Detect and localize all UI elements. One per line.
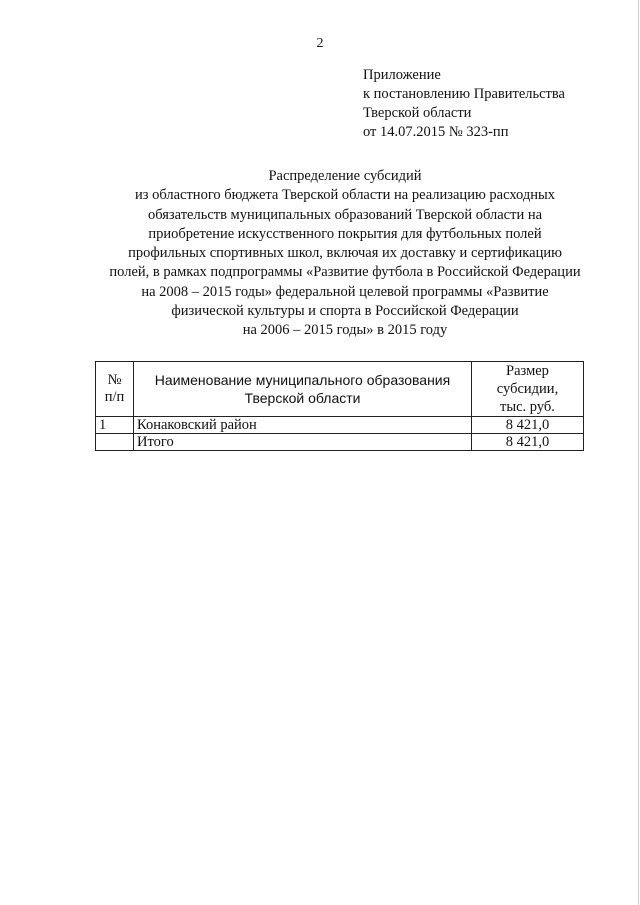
row-num-cell: 1 bbox=[96, 417, 134, 434]
appendix-block bbox=[363, 66, 565, 142]
title-line: полей, в рамках подпрограммы «Развитие футбола в Российской Федерации bbox=[109, 264, 581, 281]
total-num-cell bbox=[96, 434, 134, 451]
title-line: физической культуры и спорта в Российской Федерации bbox=[171, 303, 519, 320]
title-line: приобретение искусственного покрытия для футбольных полей bbox=[148, 225, 542, 242]
subsidy-table bbox=[95, 361, 584, 451]
header-cell-name bbox=[134, 362, 472, 417]
row-sum-cell: 8 421,0 bbox=[472, 417, 584, 434]
title-line: из областного бюджета Тверской области на реализацию расходных bbox=[134, 187, 555, 204]
total-sum-cell: 8 421,0 bbox=[472, 434, 584, 451]
header-num-label: п/п bbox=[104, 389, 125, 405]
header-sum-line: субсидии, bbox=[496, 381, 559, 397]
title-line: обязательств муниципальных образований Тверской области на bbox=[147, 206, 543, 223]
appendix-line: Приложение bbox=[363, 67, 441, 83]
title-line: на 2006 – 2015 годы» в 2015 году bbox=[242, 322, 448, 339]
title-line: профильных спортивных школ, включая их доставку и сертификацию bbox=[128, 245, 562, 262]
table-header-row bbox=[96, 362, 584, 417]
header-sum-line: тыс. руб. bbox=[500, 399, 555, 415]
table-row bbox=[96, 417, 584, 434]
table-total-row bbox=[96, 434, 584, 451]
header-name-line: Наименование муниципального образования bbox=[154, 372, 451, 388]
appendix-line: Тверской области bbox=[363, 105, 472, 121]
header-num-symbol: № bbox=[107, 372, 122, 388]
header-cell-sum bbox=[472, 362, 584, 417]
scan-edge-line bbox=[638, 0, 639, 905]
document-title bbox=[70, 167, 620, 341]
appendix-line: к постановлению Правительства bbox=[363, 86, 565, 102]
header-cell-num bbox=[96, 362, 134, 417]
title-line: Распределение субсидий bbox=[268, 168, 422, 184]
page-number: 2 bbox=[316, 36, 324, 51]
header-name-line: Тверской области bbox=[244, 390, 361, 406]
title-line: на 2008 – 2015 годы» федеральной целевой программы «Развитие bbox=[141, 283, 549, 300]
header-sum-line: Размер bbox=[506, 363, 549, 379]
appendix-date-line: от 14.07.2015 № 323-пп bbox=[363, 124, 509, 140]
total-label-cell: Итого bbox=[134, 434, 472, 451]
row-name-cell: Конаковский район bbox=[134, 417, 472, 434]
